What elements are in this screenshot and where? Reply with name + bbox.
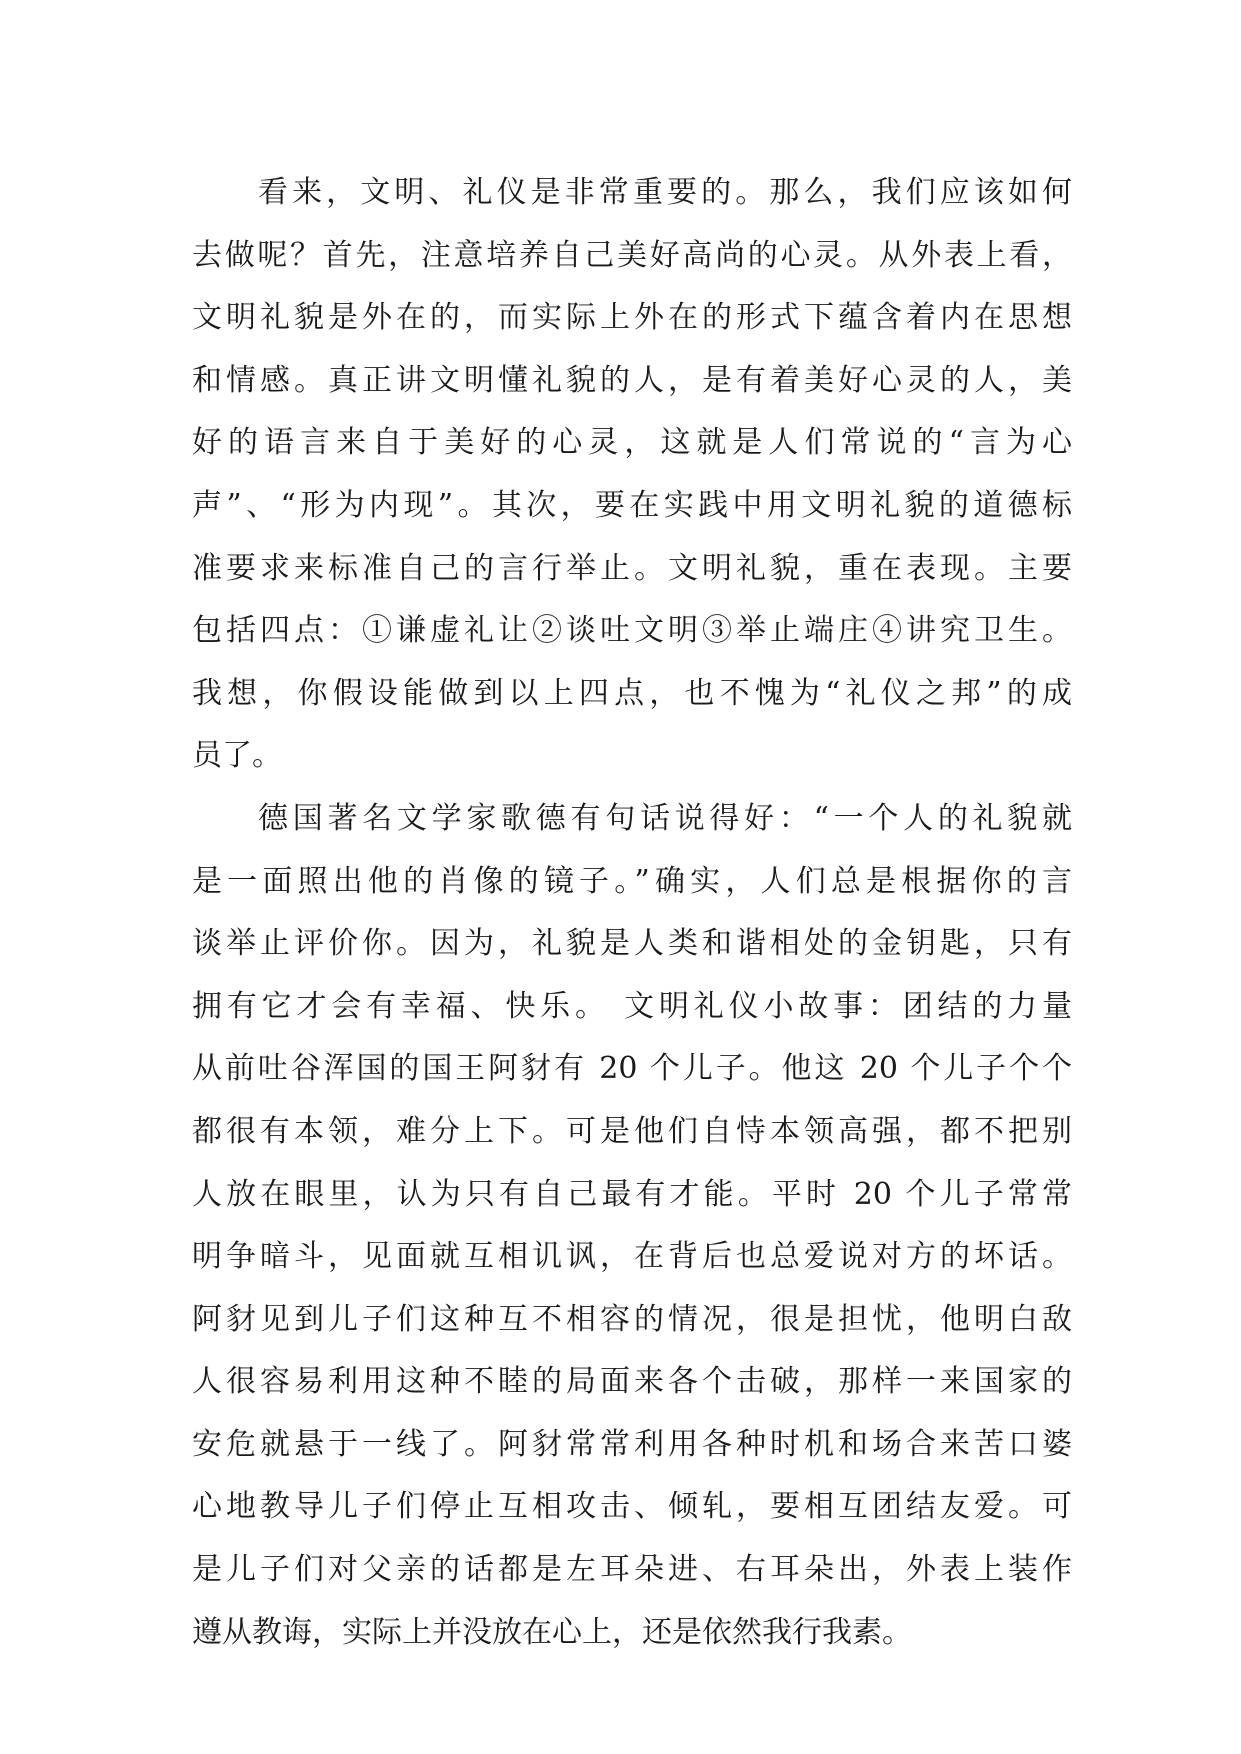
paragraph-line: 安危就悬于一线了。阿豺常常利用各种时机和场合来苦口婆	[192, 1426, 1072, 1462]
paragraph-line: 遵从教诲，实际上并没放在心上，还是依然我行我素。	[192, 1614, 912, 1650]
paragraph-line: 包括四点：①谦虚礼让②谈吐文明③举止端庄④讲究卫生。	[192, 613, 1072, 649]
paragraph-line: 声”、“形为内现”。其次，要在实践中用文明礼貌的道德标	[192, 487, 1072, 523]
paragraph-line: 谈举止评价你。因为，礼貌是人类和谐相处的金钥匙，只有	[192, 926, 1072, 962]
paragraph-line: 是儿子们对父亲的话都是左耳朵进、右耳朵出，外表上装作	[192, 1552, 1072, 1588]
paragraph-line: 去做呢？首先，注意培养自己美好高尚的心灵。从外表上看，	[192, 237, 1072, 273]
paragraph-line: 人很容易利用这种不睦的局面来各个击破，那样一来国家的	[192, 1364, 1072, 1400]
body-text	[192, 162, 1072, 1664]
paragraph-line: 心地教导儿子们停止互相攻击、倾轧，要相互团结友爱。可	[192, 1489, 1072, 1525]
paragraph-line: 从前吐谷浑国的国王阿豺有 20 个儿子。他这 20 个儿子个个	[192, 1051, 1072, 1087]
paragraph-line: 阿豺见到儿子们这种互不相容的情况，很是担忧，他明白敌	[192, 1301, 1072, 1337]
paragraph-line: 明争暗斗，见面就互相讥讽，在背后也总爱说对方的坏话。	[192, 1239, 1072, 1275]
paragraph-line: 是一面照出他的肖像的镜子。”确实，人们总是根据你的言	[192, 863, 1072, 899]
paragraph-line: 都很有本领，难分上下。可是他们自恃本领高强，都不把别	[192, 1113, 1072, 1149]
paragraph-line: 和情感。真正讲文明懂礼貌的人，是有着美好心灵的人，美	[192, 362, 1072, 398]
paragraph-line: 人放在眼里，认为只有自己最有才能。平时 20 个儿子常常	[192, 1176, 1072, 1212]
paragraph-line: 好的语言来自于美好的心灵，这就是人们常说的“言为心	[192, 425, 1072, 461]
paragraph-line: 德国著名文学家歌德有句话说得好：“一个人的礼貌就	[258, 800, 1072, 836]
paragraph-line: 员了。	[192, 738, 282, 774]
paragraph-line: 看来，文明、礼仪是非常重要的。那么，我们应该如何	[258, 175, 1072, 210]
paragraph-line: 拥有它才会有幸福、快乐。 文明礼仪小故事：团结的力量	[192, 988, 1072, 1024]
paragraph-line: 文明礼貌是外在的，而实际上外在的形式下蕴含着内在思想	[192, 300, 1072, 336]
paragraph-line: 我想，你假设能做到以上四点，也不愧为“礼仪之邦”的成	[192, 675, 1072, 711]
paragraph-goethe-story	[192, 788, 1072, 1664]
paragraph-line: 准要求来标准自己的言行举止。文明礼貌，重在表现。主要	[192, 550, 1072, 586]
paragraph-etiquette-importance	[192, 162, 1072, 788]
